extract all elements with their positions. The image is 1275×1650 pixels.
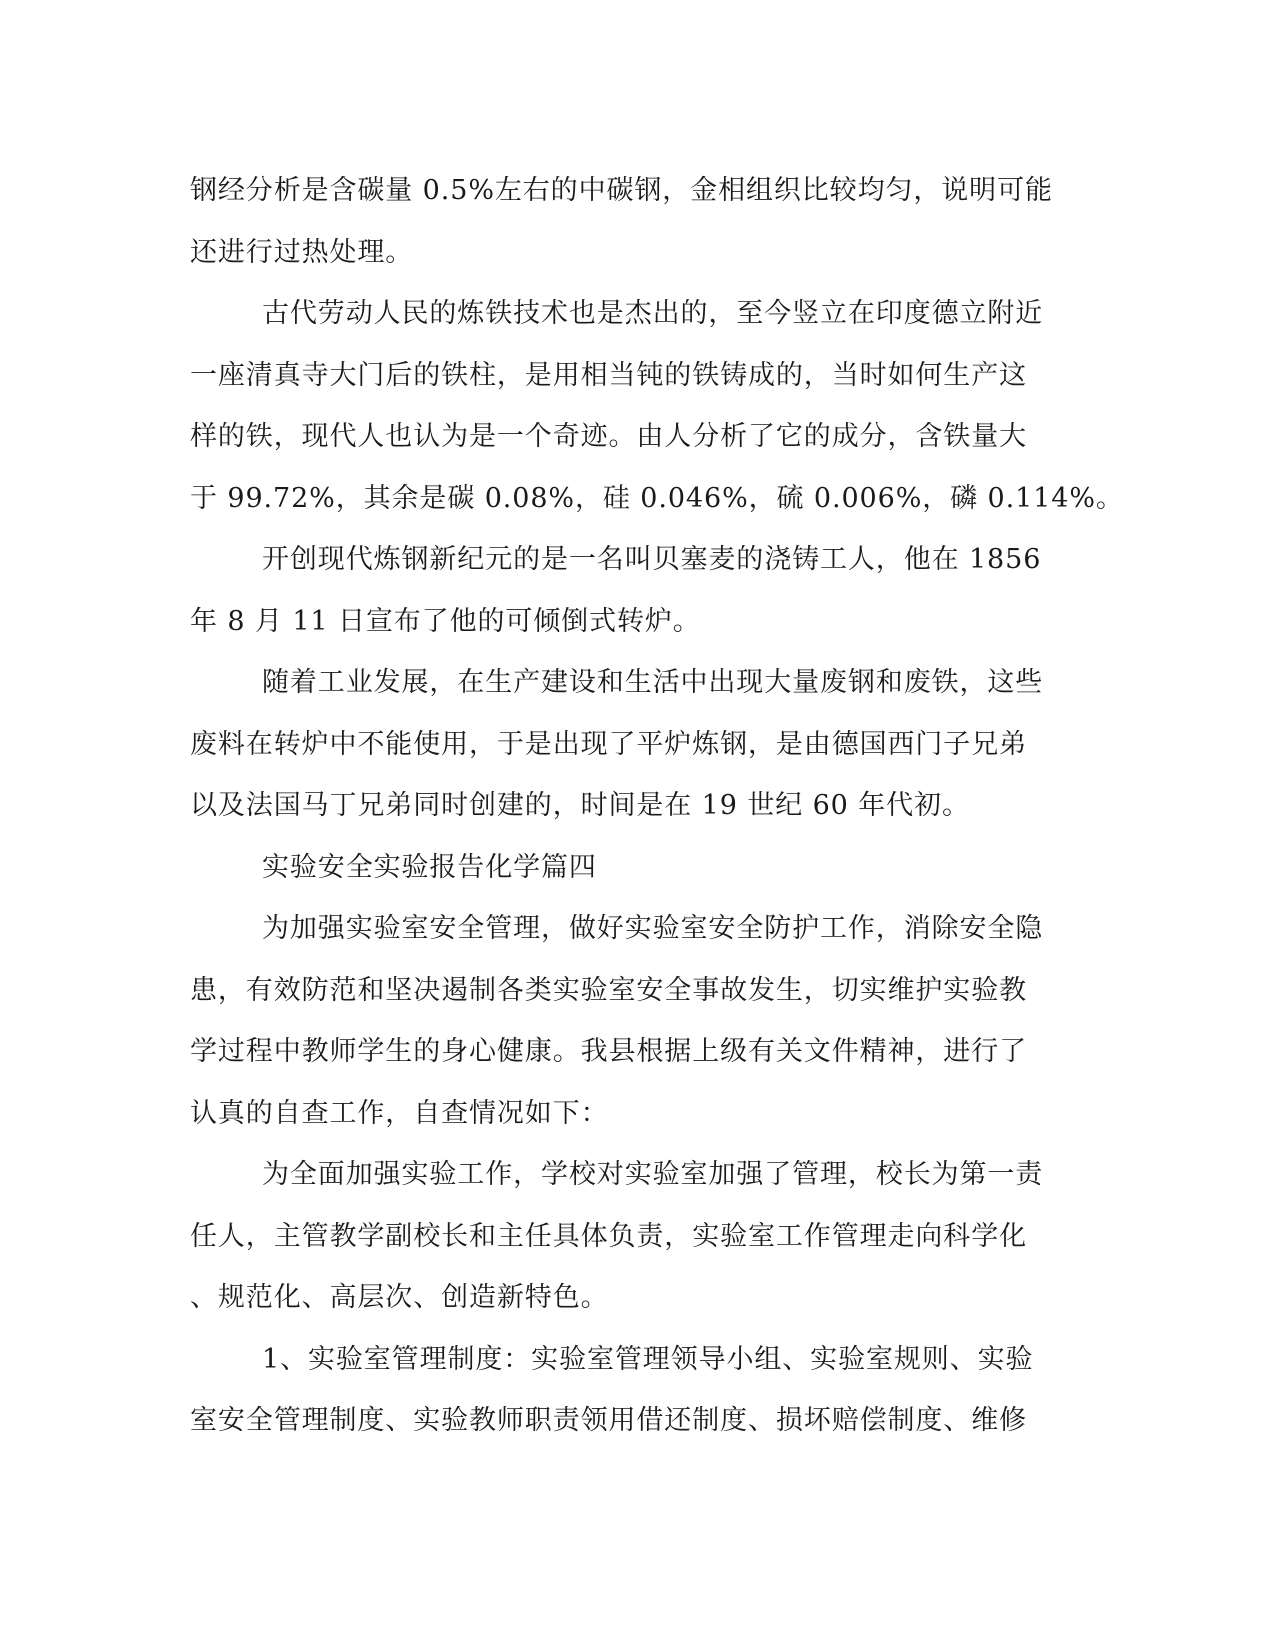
text-line: 任人，主管教学副校长和主任具体负责，实验室工作管理走向科学化: [190, 1220, 1027, 1252]
text-line: 钢经分析是含碳量 0.5%左右的中碳钢，金相组织比较均匀，说明可能: [190, 175, 1053, 206]
text-line: 认真的自查工作，自查情况如下：: [190, 1097, 609, 1129]
text-line: 废料在转炉中不能使用，于是出现了平炉炼钢，是由德国西门子兄弟: [190, 728, 1027, 760]
text-line: 室安全管理制度、实验教师职责领用借还制度、损坏赔偿制度、维修: [190, 1405, 1027, 1436]
text-line: 年 8 月 11 日宣布了他的可倾倒式转炉。: [190, 605, 701, 637]
text-line: 为全面加强实验工作，学校对实验室加强了管理，校长为第一责: [262, 1159, 1044, 1190]
text-line: 以及法国马丁兄弟同时创建的，时间是在 19 世纪 60 年代初。: [190, 790, 970, 821]
text-line: 一座清真寺大门后的铁柱，是用相当钝的铁铸成的，当时如何生产这: [190, 359, 1027, 391]
text-line: 1、实验室管理制度：实验室管理领导小组、实验室规则、实验: [262, 1343, 1034, 1375]
text-line: 古代劳动人民的炼铁技术也是杰出的，至今竖立在印度德立附近: [262, 298, 1044, 329]
text-line: 还进行过热处理。: [190, 236, 414, 268]
text-line: 样的铁，现代人也认为是一个奇迹。由人分析了它的成分，含铁量大: [190, 421, 1027, 452]
text-line: 、规范化、高层次、创造新特色。: [190, 1282, 609, 1313]
text-line: 开创现代炼钢新纪元的是一名叫贝塞麦的浇铸工人，他在 1856: [262, 544, 1042, 575]
section-heading: 实验安全实验报告化学篇四: [262, 851, 597, 883]
text-line: 为加强实验室安全管理，做好实验室安全防护工作，消除安全隐: [262, 913, 1044, 944]
text-line: 于 99.72%，其余是碳 0.08%，硅 0.046%，硫 0.006%，磷 0.114%。: [190, 482, 1124, 514]
text-line: 患，有效防范和坚决遏制各类实验室安全事故发生，切实维护实验教: [190, 974, 1027, 1006]
document-body: [190, 160, 1124, 1452]
text-line: 学过程中教师学生的身心健康。我县根据上级有关文件精神，进行了: [190, 1036, 1027, 1067]
text-line: 随着工业发展，在生产建设和生活中出现大量废钢和废铁，这些: [262, 667, 1044, 698]
